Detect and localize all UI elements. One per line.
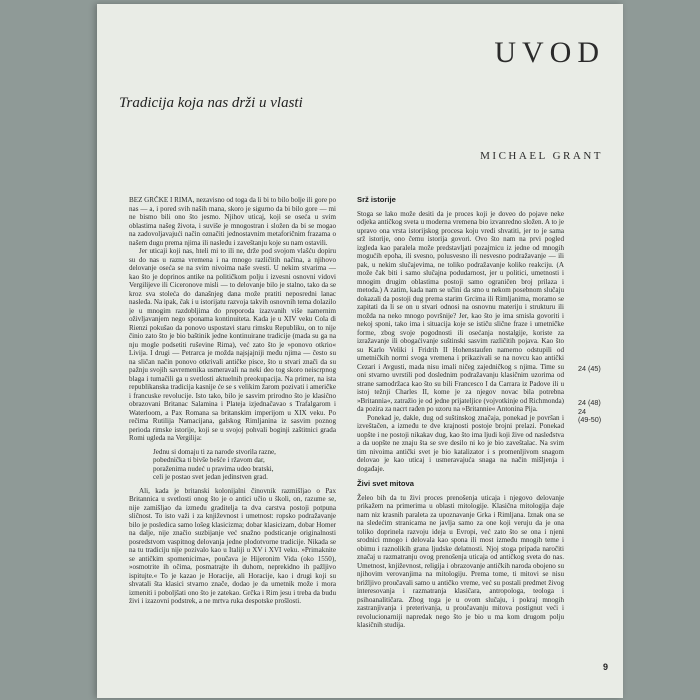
- section-heading: Srž istorije: [357, 196, 396, 204]
- verse-quote: [129, 448, 336, 482]
- body-paragraph: BEZ GRČKE I RIMA, nezavisno od toga da li bi to bilo bolje ili gore po nas — a, i pored svih naših mana, skoro je sigurno da bi bilo gore — mi ne bismo bili ono što jesmo. Njihov uticaj, koji se oseća u svim oblastima našeg života, i suviše je mnogostran i složen da bi se mogao na zadovoljavajući način označiti jednostavnim metaforičnim frazama o našem dugu prema njima ili naslеđu i zaveštanju koje su nam ostavili.: [129, 196, 336, 247]
- margin-note: 24 (45): [578, 364, 601, 373]
- body-paragraph: Ali, kada je britanski kolonijalni činovnik razmišljao o Pax Britannica u svetlosti onog što je o antici učio u školi, on, razume se, nije zamišljao da između graditelja ta dva carstva postoji potpuna sličnost. To isto važi i za književnost i umetnost: ropsko podražavanje bilo je posledica samo lošeg klasicizma; dobar klasicizam, dobar Homer na dalje, nije značio suzbijanje već snažno podsticanje originalnosti posredstvom vaspitnog delovanja jedne plodotvorne tradicije. Nikada se na tu tradiciju nije pozivalo kao u Italiji u XV i XVI veku. »Primaknite se antičkim spomenicima«, poučava je Hijeronim Vida (oko 1550), »osmotrite ih očima, posmatrajte ih duhom, neprekidno ih pažljivo ispitujte.« To je kazao je Horacije, ali Horacije, kao i drugi koji su shvatali šta klasici stvarno znače, dodao je da umetnik može i mora izmeniti i poboljšati ono što je zatekao. Grčka i Rim jesu i trebа da budu živi i izazovni podstrek, a ne mrtva ruka despotske prošlosti.: [129, 486, 336, 605]
- margin-note: 24: [578, 407, 586, 416]
- body-paragraph: Ponekad je, dakle, dug od suštinskog značaja, ponekad je površan i izveštačen, a između te dve krajnosti postoje brojni prelazi. Ponekad uopšte i ne postoji nikakav dug, kao što ima ljudi koji žive od nasleđstva a da uopšte ne znaju šta se sve desilo ni ko je bio zaveštalac. Na svim tim nivoima antički svet je bio katalizator i s promenljivom snagom delovao je kao uticaj i usmeravajuća snaga na način mišljenja i događaje.: [357, 413, 564, 473]
- page-title: UVOD: [494, 36, 605, 69]
- verse-line: celi je postao svet jedan jedinstven grad.: [153, 473, 268, 481]
- verse-line: pobednička ti bivše bešće i ržavom dar,: [153, 456, 265, 464]
- chapter-subtitle: Tradicija koja nas drži u vlasti: [119, 95, 303, 111]
- verse-line: poraženima nudeć u pravima udeo bratski,: [153, 464, 274, 473]
- right-text-column: [357, 196, 564, 656]
- body-paragraph: Stoga se lako može desiti da je proces koji je doveo do pojave neke odjeka antičkog sveta u moderna vremena bio izvanredno složen. A to je upravo ona vrsta istorijskog procesa koju vredi shvatiti, jer to je sama srž istorije, ono čemu istorija govori. Ovo što nam na prvi pogled izgleda kao paralela može predstavljati pozajmicu iz jedne od mnogih mogućih epoha, ili svesno, polusvesno ili nesvesno podražavanje — ili pak, u nekim slučajevima, ne toliko podražavanje koliko reakciju. (A može čak biti i samo slučajna podudarnost, jer u politici, umetnosti i mnogim drugim oblastima postoji samo ograničen broj prilaza i metoda.) A zatim, kada nam se učini da smo u nekom posebnom slučaju dokazali da postoji dug prema starim Grcima ili Rimljanima, moramo se zapitati da li se on u stvari odnosi na osnovnu materiju i strukturu ili možda na neko mnogo površnije? Jer, kao što je ima smisla govoriti i nekoj sponi, tako ima i situacija koje se ističu slične fraze i umetničke forme, zbog svoje pogodnosti ili osećanja nostalgije, koriste za izražavanje ili obogaćivanje suštinski sasvim različitih pojava. Kao što su Karlo Veliki i Fridrih II Hohenstaufen namerno odstupili od umetničkih normi svoga vremena i prikazivali se na novcu kao antički Cezari i Avgusti, mada nisu imali ničeg zajedničkog s njima. Time su oni stvarno uvrstili pod doslednim podražavanju klasičnim uzorima od strane samodržaca kao što su bili Francesco I da Carrara iz Padove ili u istoj težnji Charles II, kome je za njegov novac bila potrebna »Britannia«, zatražio je od jedne prijateljice (vojvotkinje od Richmonda) da pozira za nacrt rađen po uzoru na »Britannie« Antonina Pija.: [357, 209, 564, 413]
- body-paragraph: Jer uticaji koji nas, hteli mi to ili ne, drže pod svojom vlašću dopiru su do nas u razna vremena i na mnogo različitih načina, a njihovo delovanje oseća se na svim nivoima naše svesti. U nekim stvarima — kao što je doprinos antike na političkom polju i izvesni osnovni vidovi Vergilijeve ili Ciceronove misli — to delovanje bilo je stalno, tako da se kroz sva stoleća do današnjeg dana može pratiti neposredni lanac nasleđa. Na ipak, čak i u istorijatu razvoja takvih osnovnih tema dolazilo je u mnogim razdobljima do preporoda izazvanih više namernim oživljavanjem nego sponama kontinuiteta. Kada je u XIV veku Cola di Rienzi pokušao da ponovo uspostavi staru rimsku Republiku, on to nije činio zato što je bio baštinik jedne kontinuirane tradicije (mada su ga na nju mogle podsetiti ruševine Rima), već zato što je »ponovo otkrio« Livija. I drugi — Petrarca je možda najsjajniji među njima — često su na sličan način ponovo otkrivali antičke pisce, što u stvari znači da su pažnju svojih savremenika usmeravali na neki deo tog skoro neiscrpnog blaga i tumačili ga u svetlosti aktuelnih preokupacija. Na primer, na ista republikanska tradicija kasnije će se s velikim žarom pozivati i američke i francuske revolucije. Isto tako, bilo je sasvim prirodno što je klasično obrazovani Britanac Salamina i Plateja izjednačavao s Trafalgarom i Waterloom, a Pax Romana sa britanskim imperijom u XIX veku. Po rečima Rutilija Namacijana, galskog Rimljanina iz sasvim poznog perioda rimske istorije, koji se u svojoj pohvali boginji zaštitnici grada Romi ugleda na Vergilija:: [129, 247, 336, 442]
- page-number: 9: [602, 662, 608, 672]
- body-paragraph: Želeo bih da tu živi proces prenošenja uticaja i njegovo delovanje prikažem na primerima u oblasti mitologije. Klasična mitologija daje nam niz krasnih paraleta za upoznavanje Grka i Rimljana. Iznak ona se na sledećim stranicama ne javlja samo za one koji veruju da je ona toliko doprinela razvoju ideja u Evropi, već zato što se ona i njeni srodnici mnogo i delovala kao spona ili most između mnogih teme i obimu i raznolikih grana ljudske delatnosti. Njoj stoga pripada naročiti značaj u razmatranju ovog prenošenja uticaja od antičkog sveta do nas. Umetnost, književnost, religija i obrazovanje antičkih naroda obojeno su njihovim verovanjima na mitologiju. Prema tome, ti mitovi se nisu brižljivo proučavali samo u antičko vreme, već su postali predmet živog interesovanja i razmatranja klasičara, antropologa, teologa i psihoanalitičara. Zbog toga je u ovom slučaju, i pokraj mnogih zastranjivanja i preterivanja, u proučavanju mitova postignut veći i revolucionarniji napredak nego što je bio u ma kom drugom polju klasičnih studija.: [357, 493, 564, 629]
- verse-line: Jednu si domaju ti za narode stvorila razne,: [153, 447, 276, 456]
- author-name: MICHAEL GRANT: [480, 150, 603, 162]
- margin-note: 24 (48): [578, 398, 601, 407]
- left-text-column: [129, 196, 336, 638]
- book-page: [97, 4, 623, 698]
- section-heading: Živi svet mitova: [357, 479, 414, 488]
- margin-note: (49-50): [578, 415, 602, 424]
